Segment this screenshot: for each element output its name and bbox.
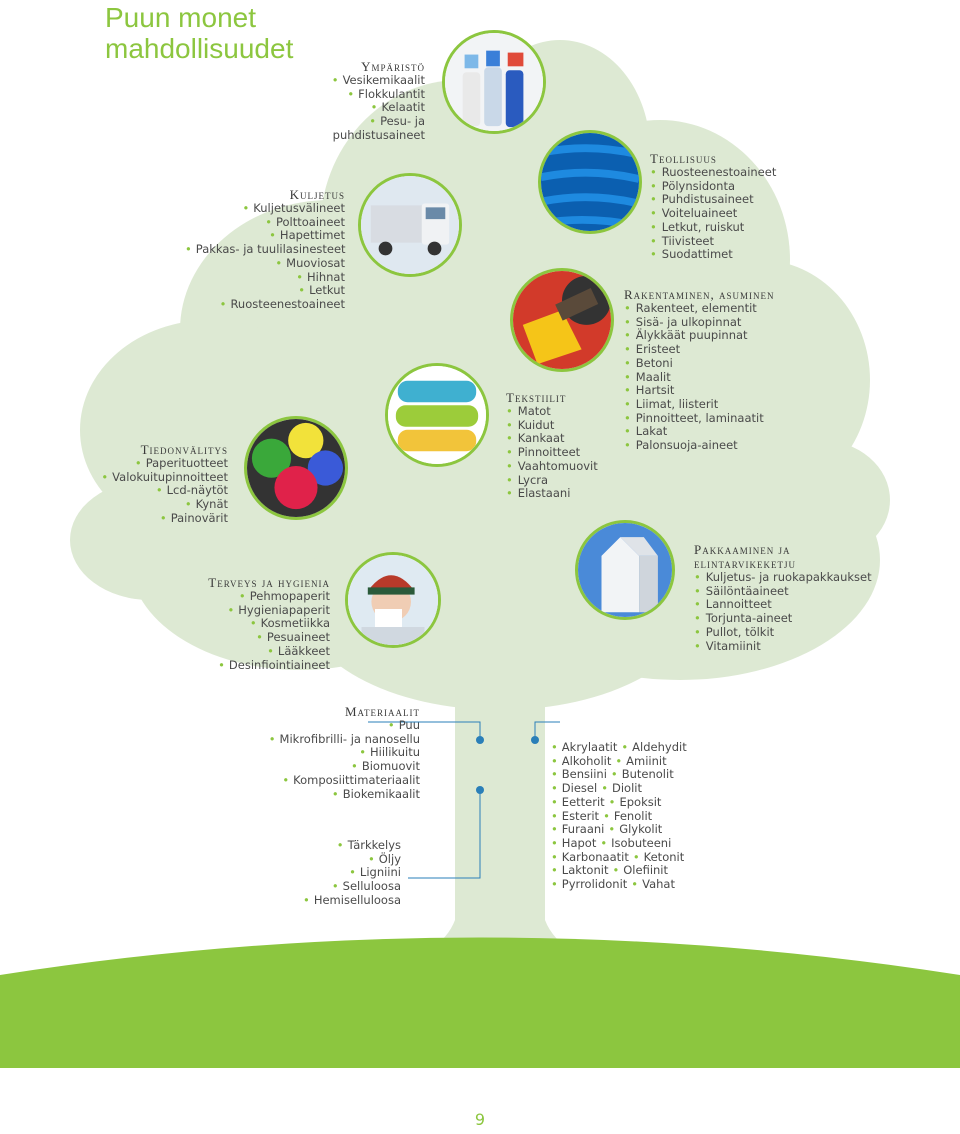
list-item: • Lääkkeet — [185, 645, 330, 659]
list-item: • Kankaat — [506, 432, 616, 446]
group-heading: Teollisuus — [650, 151, 717, 166]
group-heading: Terveys ja hygienia — [208, 575, 330, 590]
list-item: • Ligniini — [300, 866, 401, 880]
list-item: • Lycra — [506, 474, 616, 488]
chemical-row — [551, 782, 687, 796]
list-item: • Palonsuoja-aineet — [624, 439, 814, 453]
truck-image — [358, 173, 462, 277]
list-item: • Polttoaineet — [185, 216, 345, 230]
group-heading: Ympäristö — [361, 59, 425, 74]
chemical-name: Akrylaatit — [561, 740, 618, 754]
list-item: • Kosmetiikka — [185, 617, 330, 631]
list-item: • Kynät — [100, 498, 228, 512]
list-item: • Torjunta-aineet — [694, 612, 874, 626]
list-item: • Valokuitupinnoitteet — [100, 471, 228, 485]
list-item: • Voiteluaineet — [650, 207, 810, 221]
chemical-name: Ketonit — [643, 849, 685, 864]
group-heading — [694, 543, 874, 571]
list-item: • Pullot, tölkit — [694, 626, 874, 640]
chemical-row — [551, 878, 687, 892]
chemical-row — [551, 851, 687, 865]
list-item: • Liimat, liisterit — [624, 398, 814, 412]
list-item: • Ruosteenestoaineet — [185, 298, 345, 312]
milk-carton-image — [575, 520, 675, 620]
chemical-name: Diesel — [561, 781, 598, 796]
group-ymparisto — [330, 60, 425, 143]
group-raaka-aineet — [300, 839, 401, 908]
bullet: • — [551, 767, 558, 782]
list-item: • Mikrofibrilli- ja nanosellu — [260, 733, 420, 747]
list-item: • Kuljetus- ja ruokapakkaukset — [694, 571, 874, 585]
list-item: • Puu — [260, 719, 420, 733]
bullet: • — [551, 863, 558, 878]
chemical-name: Isobuteeni — [611, 835, 672, 850]
list-item: • Biokemikaalit — [260, 788, 420, 802]
title-line-2: mahdollisuudet — [105, 33, 294, 64]
list-item: • Betoni — [624, 357, 814, 371]
bullet: • — [632, 849, 640, 864]
list-item: • Kuidut — [506, 419, 616, 433]
chemical-name: Laktonit — [561, 863, 609, 878]
list-item-continuation: puhdistusaineet — [332, 127, 425, 142]
group-heading: Tiedonvälitys — [140, 442, 228, 457]
group-kuljetus — [185, 188, 345, 312]
towels-image — [385, 363, 489, 467]
bullet: • — [551, 822, 558, 837]
chemical-name: Diolit — [611, 781, 642, 796]
chemical-name: Olefiinit — [623, 863, 669, 878]
chemical-row — [551, 837, 687, 851]
list-item: • Vitamiinit — [694, 640, 874, 654]
spray-bottles-image — [442, 30, 546, 134]
list-item: • Hiilikuitu — [260, 746, 420, 760]
list-item: • Älykkäät puupinnat — [624, 329, 814, 343]
group-pakkaaminen — [694, 543, 874, 653]
list-item: • Öljy — [300, 853, 401, 867]
group-terveys — [185, 576, 330, 672]
chemical-name: Hapot — [561, 835, 597, 850]
list-item: • Elastaani — [506, 487, 616, 501]
list-item: • Tiivisteet — [650, 235, 810, 249]
bullet: • — [608, 822, 616, 837]
chemical-name: Eetterit — [561, 794, 605, 809]
chemical-row — [551, 768, 687, 782]
paint-brush-image — [510, 268, 614, 372]
list-item: • Rakenteet, elementit — [624, 302, 814, 316]
chemical-name: Esterit — [561, 808, 600, 823]
list-item: • Pehmopaperit — [185, 590, 330, 604]
list-item: • Flokkulantit — [330, 88, 425, 102]
group-heading-line: elintarvikeketju — [694, 556, 797, 571]
list-item: • Hihnat — [185, 271, 345, 285]
chemical-name: Pyrrolidonit — [561, 877, 628, 892]
bullet: • — [615, 753, 623, 768]
paint-cans-image — [244, 416, 348, 520]
list-item: • Paperituotteet — [100, 457, 228, 471]
list-item: • Säilöntäaineet — [694, 585, 874, 599]
chemical-row — [551, 810, 687, 824]
bullet: • — [601, 781, 608, 796]
hoses-image — [538, 130, 642, 234]
list-item: • Vaahtomuovit — [506, 460, 616, 474]
bullet: • — [551, 835, 558, 850]
list-item: • Hartsit — [624, 384, 814, 398]
chemical-name: Fenolit — [613, 808, 653, 823]
list-item: • Pesuaineet — [185, 631, 330, 645]
list-item: • Eristeet — [624, 343, 814, 357]
bullet: • — [612, 863, 620, 878]
list-item: • Lakat — [624, 425, 814, 439]
chemical-row — [551, 741, 687, 755]
bullet: • — [600, 835, 608, 850]
page-number: 9 — [474, 1110, 486, 1129]
list-item: • Matot — [506, 405, 616, 419]
list-item: • Pesu- ja — [330, 115, 425, 129]
bullet: • — [610, 767, 618, 782]
list-item: • Hygieniapaperit — [185, 604, 330, 618]
chemical-name: Aldehydit — [632, 740, 687, 754]
list-item: • Tärkkelys — [300, 839, 401, 853]
chemical-row — [551, 823, 687, 837]
bullet: • — [603, 808, 610, 823]
chemical-name: Vahat — [642, 877, 675, 892]
list-item: • Hapettimet — [185, 229, 345, 243]
group-materiaalit — [260, 705, 420, 801]
list-item: • Vesikemikaalit — [330, 74, 425, 88]
chemical-row — [551, 755, 687, 769]
group-teollisuus — [650, 152, 810, 262]
list-item: • Kuljetusvälineet — [185, 202, 345, 216]
bullet: • — [631, 877, 639, 892]
chemical-name: Epoksit — [619, 794, 662, 809]
bullet: • — [551, 781, 558, 796]
bullet: • — [551, 849, 558, 864]
list-item: • Pölynsidonta — [650, 180, 810, 194]
chemical-name: Furaani — [561, 822, 605, 837]
chemical-row — [551, 796, 687, 810]
chemical-name: Bensiini — [561, 767, 607, 782]
bullet: • — [608, 794, 616, 809]
list-item: • Maalit — [624, 371, 814, 385]
chemicals-list — [551, 741, 687, 892]
bullet: • — [551, 753, 558, 768]
list-item: • Suodattimet — [650, 248, 810, 262]
group-tiedonvalitys — [100, 443, 228, 526]
group-heading: Rakentaminen, asuminen — [624, 287, 775, 302]
group-heading-line: Pakkaaminen ja — [694, 542, 791, 557]
list-item: • Puhdistusaineet — [650, 193, 810, 207]
list-item: • Kelaatit — [330, 101, 425, 115]
group-heading: Kuljetus — [289, 187, 345, 202]
page-title — [105, 2, 293, 64]
chemical-name: Amiinit — [626, 753, 667, 768]
group-heading: Tekstiilit — [506, 390, 567, 405]
chemical-row — [551, 864, 687, 878]
list-item: • Desinfiointiaineet — [185, 659, 330, 673]
list-item: • Muoviosat — [185, 257, 345, 271]
list-item: • Letkut, ruiskut — [650, 221, 810, 235]
chemical-name: Karbonaatit — [561, 849, 629, 864]
bullet: • — [551, 808, 558, 823]
chemical-name: Glykolit — [619, 822, 663, 837]
chemical-name: Alkoholit — [561, 753, 612, 768]
list-item: • Biomuovit — [260, 760, 420, 774]
child-winter-image — [345, 552, 441, 648]
list-item: • Sisä- ja ulkopinnat — [624, 316, 814, 330]
list-item: • Ruosteenestoaineet — [650, 166, 810, 180]
group-heading: Materiaalit — [344, 704, 420, 719]
list-item: • Selluloosa — [300, 880, 401, 894]
chemical-name: Butenolit — [621, 767, 674, 782]
bullet: • — [621, 740, 629, 754]
group-rakentaminen — [624, 288, 814, 453]
list-item: • Komposiittimateriaalit — [260, 774, 420, 788]
list-item: • Pinnoitteet, laminaatit — [624, 412, 814, 426]
bullet: • — [551, 740, 558, 754]
list-item: • Pinnoitteet — [506, 446, 616, 460]
title-line-1: Puun monet — [105, 2, 256, 33]
list-item: • Painovärit — [100, 512, 228, 526]
list-item: • Letkut — [185, 284, 345, 298]
group-tekstiilit — [506, 391, 616, 501]
bullet: • — [551, 877, 558, 892]
list-item: • Pakkas- ja tuulilasinesteet — [185, 243, 345, 257]
list-item: • Lannoitteet — [694, 598, 874, 612]
list-item: • Lcd-näytöt — [100, 484, 228, 498]
list-item: • Hemiselluloosa — [300, 894, 401, 908]
bullet: • — [551, 794, 558, 809]
